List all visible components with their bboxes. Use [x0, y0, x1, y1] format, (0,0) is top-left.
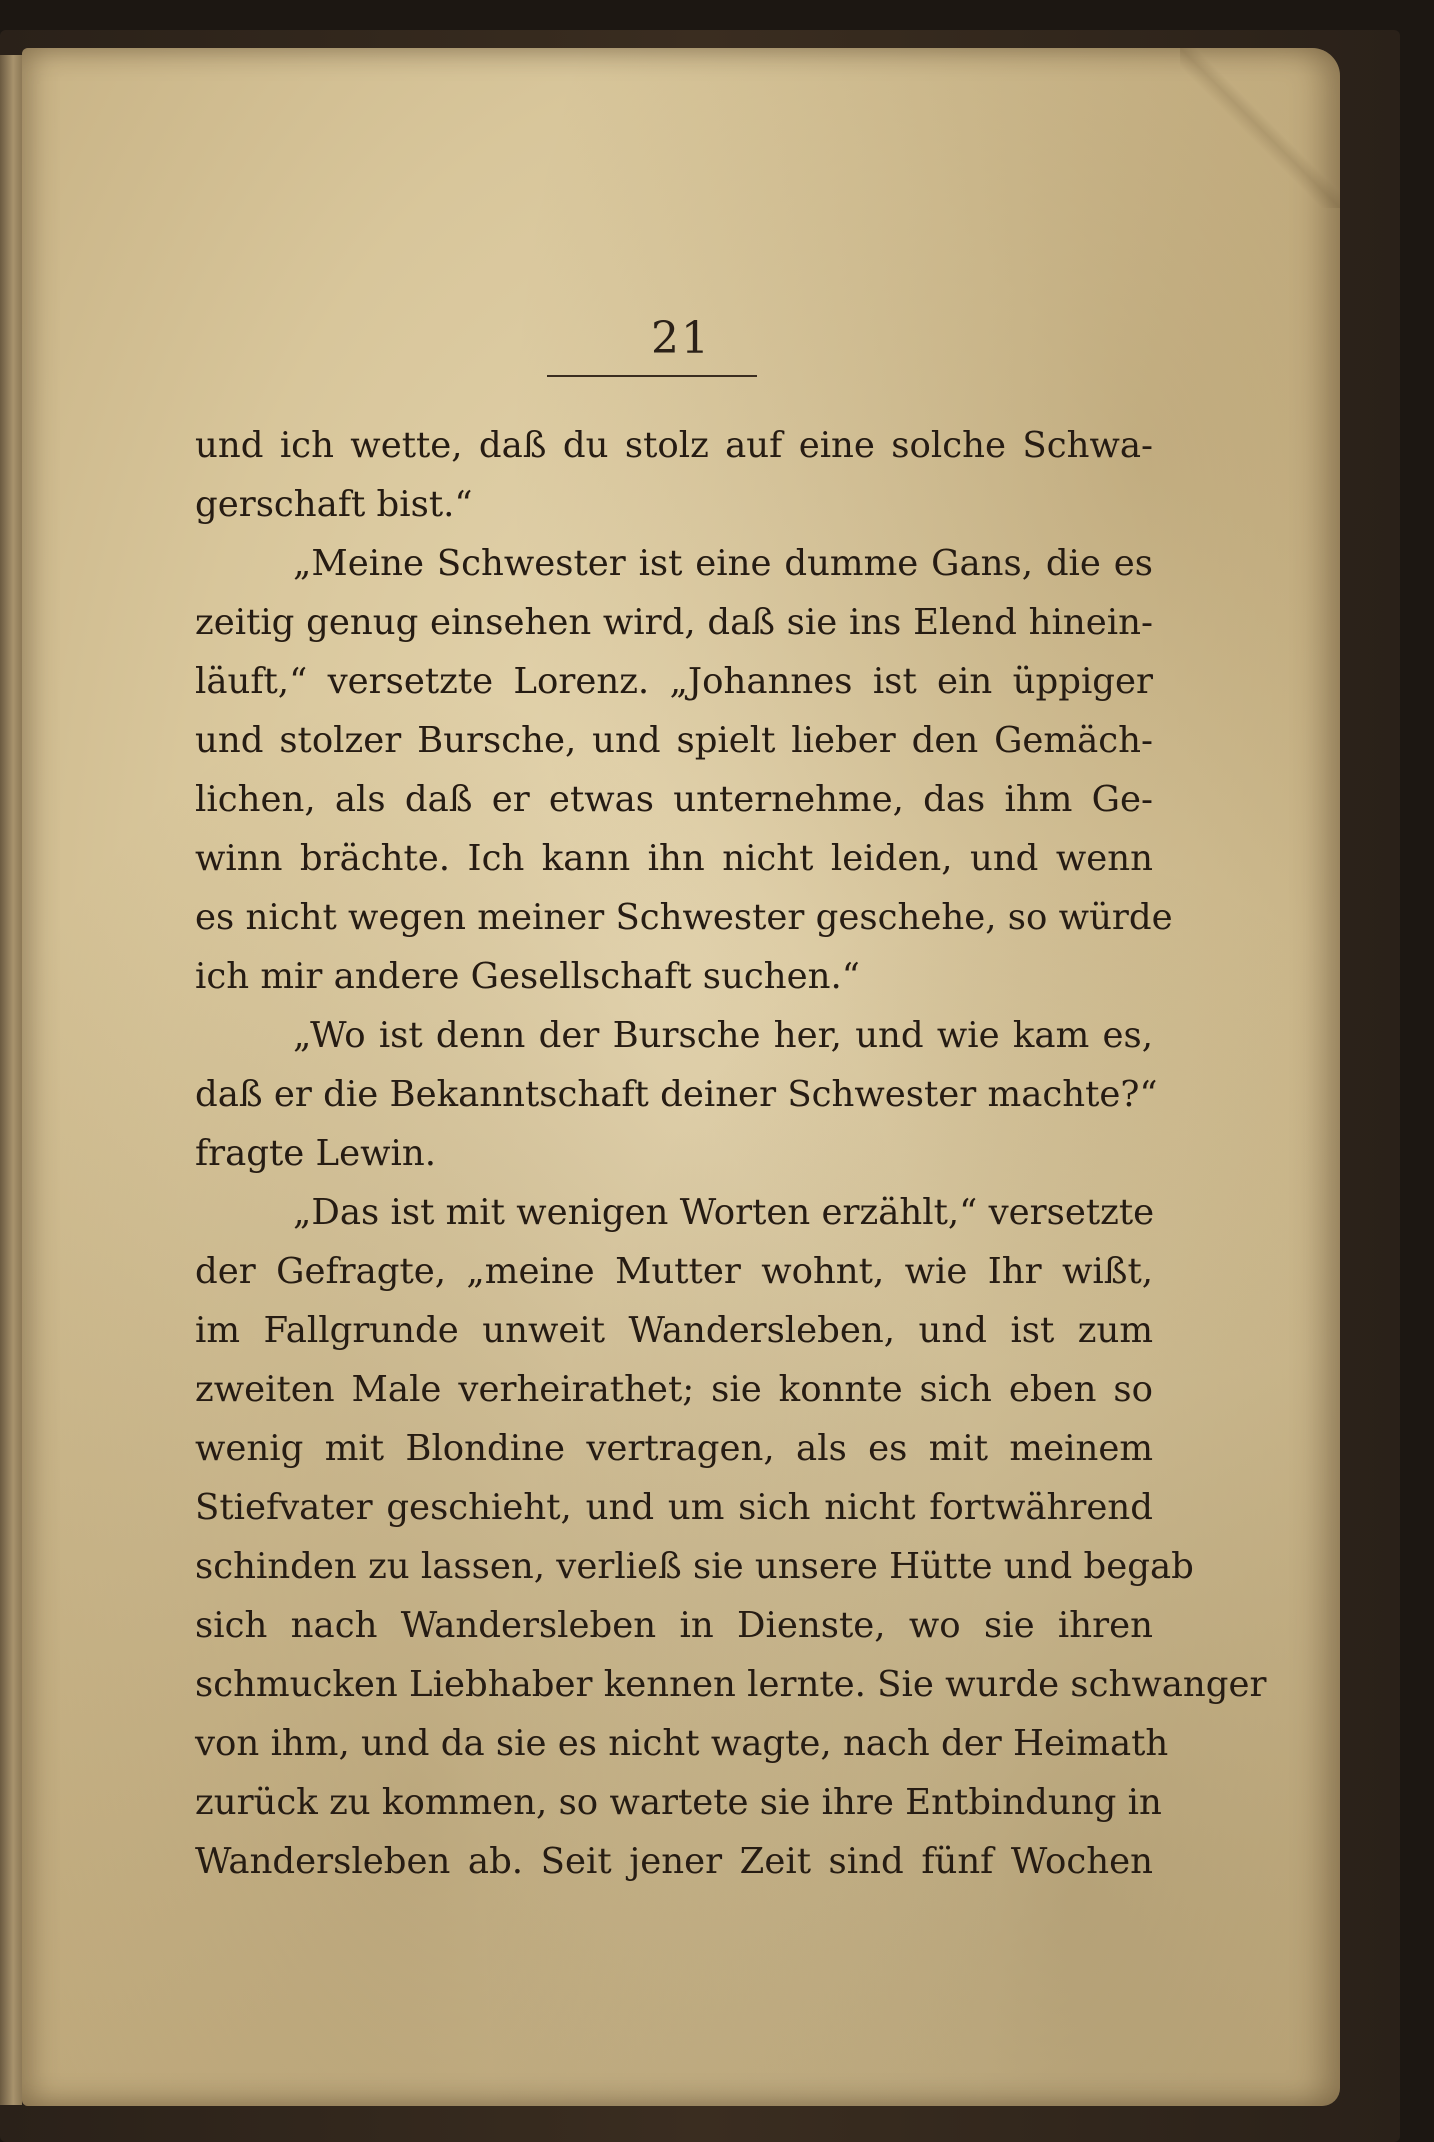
- text-line: „Meine Schwester ist eine dumme Gans, die es: [293, 543, 1153, 584]
- text-line: im Fallgrunde unweit Wandersleben, und ist zum: [195, 1310, 1153, 1351]
- page-corner-fold: [1180, 48, 1340, 208]
- text-line: und stolzer Bursche, und spielt lieber den Gemäch-: [195, 720, 1153, 761]
- left-page-edge: [0, 55, 22, 2105]
- body-text: [195, 416, 1267, 1891]
- text-line: winn brächte. Ich kann ihn nicht leiden, und wenn: [195, 838, 1153, 879]
- book-page: [22, 48, 1340, 2106]
- text-line: sich nach Wandersleben in Dienste, wo sie ihren: [195, 1605, 1153, 1646]
- text-line: wenig mit Blondine vertragen, als es mit meinem: [195, 1428, 1153, 1469]
- page-number: 21: [651, 313, 711, 364]
- text-line: läuft,“ versetzte Lorenz. „Johannes ist ein üppiger: [195, 661, 1153, 702]
- text-line: zeitig genug einsehen wird, daß sie ins Elend hinein-: [195, 602, 1153, 643]
- text-line: „Wo ist denn der Bursche her, und wie kam es,: [293, 1015, 1153, 1056]
- text-line: lichen, als daß er etwas unternehme, das ihm Ge-: [195, 779, 1153, 820]
- text-line: fragte Lewin.: [195, 1133, 437, 1174]
- header-rule: [547, 375, 757, 377]
- text-line: und ich wette, daß du stolz auf eine solche Schwa-: [195, 425, 1153, 466]
- text-line: schmucken Liebhaber kennen lernte. Sie wurde schwanger: [195, 1664, 1267, 1705]
- text-line: von ihm, und da sie es nicht wagte, nach der Heimath: [195, 1723, 1169, 1764]
- text-line: daß er die Bekanntschaft deiner Schwester machte?“: [195, 1074, 1158, 1115]
- text-line: Wandersleben ab. Seit jener Zeit sind fünf Wochen: [195, 1841, 1153, 1882]
- text-line: der Gefragte, „meine Mutter wohnt, wie Ihr wißt,: [195, 1251, 1153, 1292]
- text-line: gerschaft bist.“: [195, 484, 473, 525]
- text-line: zurück zu kommen, so wartete sie ihre Entbindung in: [195, 1782, 1162, 1823]
- text-line: „Das ist mit wenigen Worten erzählt,“ versetzte: [293, 1192, 1155, 1233]
- text-line: es nicht wegen meiner Schwester geschehe, so würde: [195, 897, 1173, 938]
- text-line: schinden zu lassen, verließ sie unsere Hütte und begab: [195, 1546, 1194, 1587]
- text-line: ich mir andere Gesellschaft suchen.“: [195, 956, 860, 997]
- text-line: zweiten Male verheirathet; sie konnte sich eben so: [195, 1369, 1153, 1410]
- text-line: Stiefvater geschieht, und um sich nicht fortwährend: [195, 1487, 1153, 1528]
